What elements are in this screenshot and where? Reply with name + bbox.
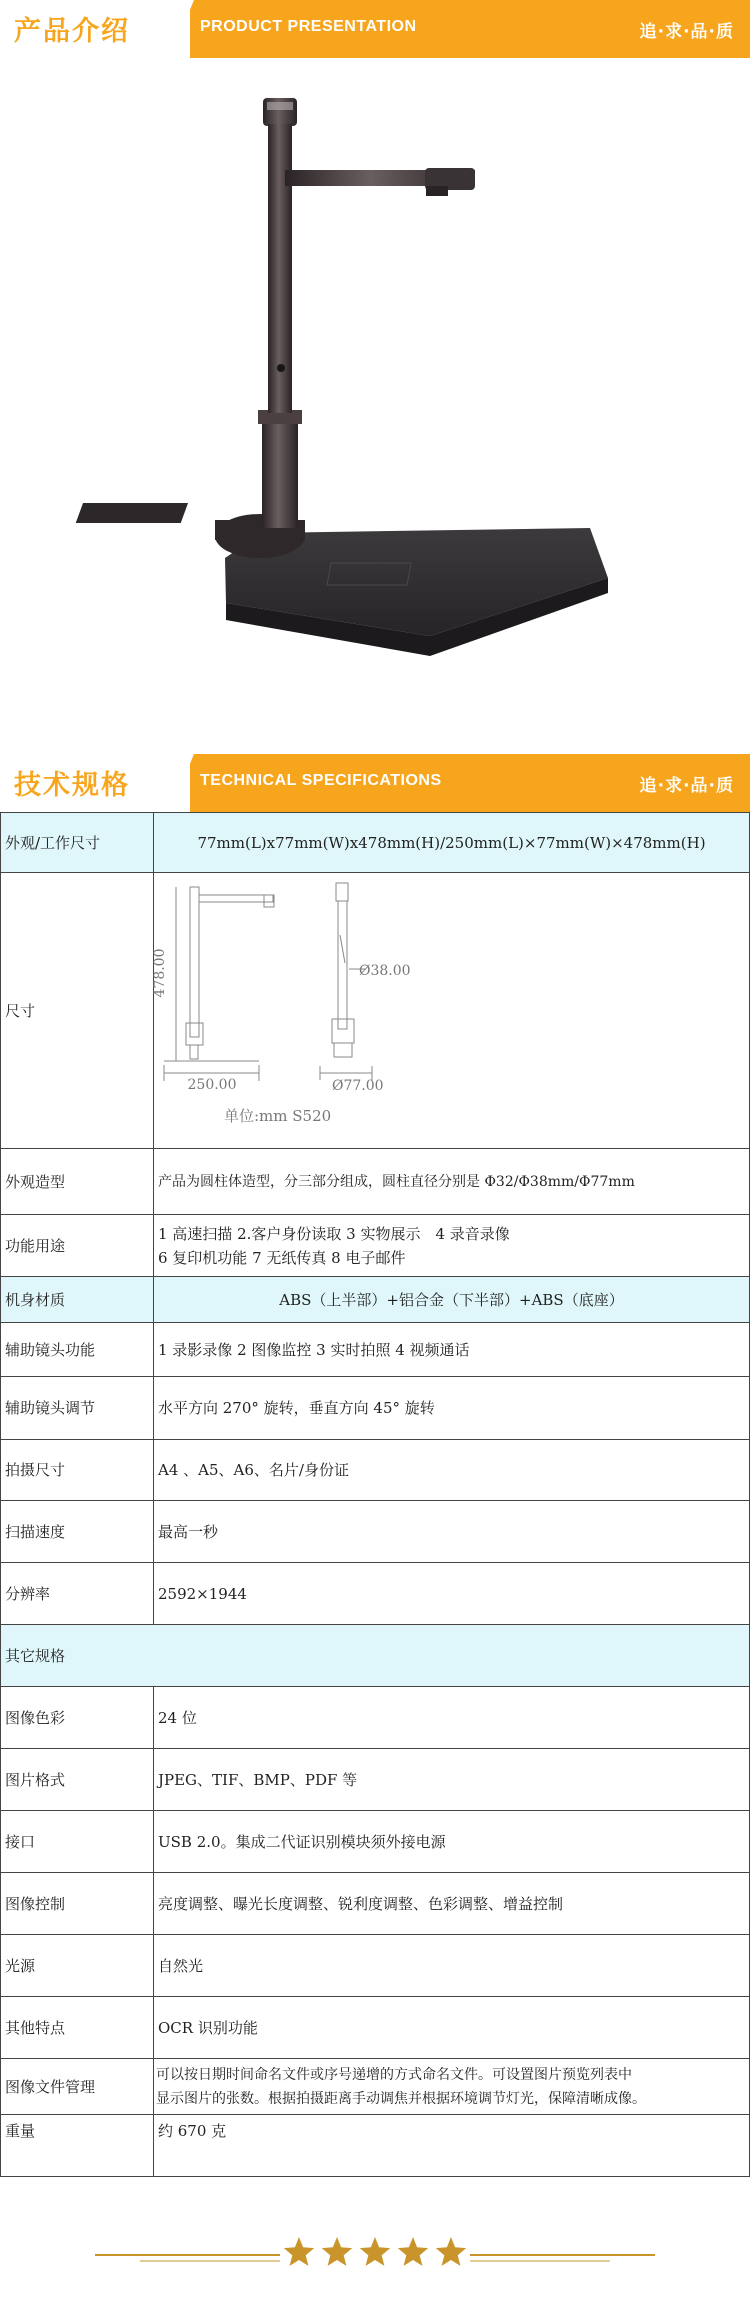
spec-key: 外观/工作尺寸 <box>1 813 154 873</box>
spec-key: 机身材质 <box>1 1277 154 1323</box>
spec-key: 图片格式 <box>1 1749 154 1811</box>
spec-value: 约 670 克 <box>154 2115 750 2177</box>
spec-value: ABS（上半部）+铝合金（下半部）+ABS（底座） <box>154 1277 750 1323</box>
spec-key: 图像文件管理 <box>1 2059 154 2115</box>
spec-value-line: 显示图片的张数。根据拍摄距离手动调焦并根据环境调节灯光，保障清晰成像。 <box>156 2090 646 2107</box>
banner-title-en: TECHNICAL SPECIFICATIONS <box>200 772 442 789</box>
dimension-diagram-cell <box>154 873 750 1149</box>
spec-row <box>1 1997 750 2059</box>
product-photo <box>0 58 750 748</box>
star-icon <box>360 2237 390 2266</box>
spec-value: USB 2.0。集成二代证识别模块须外接电源 <box>154 1811 750 1873</box>
spec-key: 辅助镜头调节 <box>1 1377 154 1440</box>
spec-key: 光源 <box>1 1935 154 1997</box>
spec-row <box>1 1811 750 1873</box>
spec-section-title: 其它规格 <box>1 1625 750 1687</box>
spec-value: 77mm(L)x77mm(W)x478mm(H)/250mm(L)×77mm(W)×478mm(H) <box>154 813 750 873</box>
spec-row <box>1 1501 750 1563</box>
spec-key: 图像色彩 <box>1 1687 154 1749</box>
spec-key: 重量 <box>1 2115 154 2177</box>
star-icon <box>436 2237 466 2266</box>
spec-key: 拍摄尺寸 <box>1 1440 154 1501</box>
banner-title-en: PRODUCT PRESENTATION <box>200 18 417 35</box>
technical-specifications-banner <box>0 754 750 812</box>
spec-row <box>1 2115 750 2177</box>
spec-key: 功能用途 <box>1 1215 154 1277</box>
spec-key: 其他特点 <box>1 1997 154 2059</box>
star-icon <box>322 2237 352 2266</box>
height-label: 478.00 <box>152 948 168 998</box>
banner-tagline: 追·求·品·质 <box>639 22 734 42</box>
spec-row <box>1 1749 750 1811</box>
spec-row <box>1 813 750 873</box>
spec-value-line: 可以按日期时间命名文件或序号递增的方式命名文件。可设置图片预览列表中 <box>156 2066 632 2083</box>
banner-title-cn: 技术规格 <box>14 770 130 801</box>
spec-row <box>1 1215 750 1277</box>
spec-row <box>1 2059 750 2115</box>
spec-row <box>1 1563 750 1625</box>
footer-rating <box>0 2215 750 2285</box>
spec-row <box>1 1323 750 1377</box>
spec-value: 最高一秒 <box>154 1501 750 1563</box>
spec-key: 分辨率 <box>1 1563 154 1625</box>
spec-row <box>1 1277 750 1323</box>
spec-row <box>1 1440 750 1501</box>
spec-key: 尺寸 <box>1 873 154 1149</box>
banner-title-cn: 产品介绍 <box>14 16 130 47</box>
spec-value: 2592×1944 <box>154 1563 750 1625</box>
diameter-base-label: Ø77.00 <box>332 1078 384 1094</box>
spec-value: 24 位 <box>154 1687 750 1749</box>
spec-value: 自然光 <box>154 1935 750 1997</box>
spec-value: 1 录影录像 2 图像监控 3 实时拍照 4 视频通话 <box>154 1323 750 1377</box>
spec-row <box>1 1149 750 1215</box>
dimension-diagram <box>154 873 749 1141</box>
unit-caption: 单位:mm S520 <box>224 1107 332 1125</box>
spec-key: 辅助镜头功能 <box>1 1323 154 1377</box>
spec-table <box>0 812 750 2177</box>
spec-key: 扫描速度 <box>1 1501 154 1563</box>
spec-value-line: 6 复印机功能 7 无纸传真 8 电子邮件 <box>158 1248 406 1267</box>
spec-value: JPEG、TIF、BMP、PDF 等 <box>154 1749 750 1811</box>
spec-row <box>1 873 750 1149</box>
spec-row <box>1 1935 750 1997</box>
spec-row <box>1 1377 750 1440</box>
spec-value <box>154 2059 750 2115</box>
spec-section-row <box>1 1625 750 1687</box>
diameter-top-label: Ø38.00 <box>359 963 411 979</box>
banner-tagline: 追·求·品·质 <box>639 776 734 796</box>
spec-value: OCR 识别功能 <box>154 1997 750 2059</box>
star-icon <box>398 2237 428 2266</box>
stars-group <box>284 2237 466 2266</box>
spec-value: 产品为圆柱体造型，分三部分组成，圆柱直径分别是 Φ32/Φ38mm/Φ77mm <box>154 1149 750 1215</box>
spec-row <box>1 1873 750 1935</box>
spec-value: 水平方向 270° 旋转，垂直方向 45° 旋转 <box>154 1377 750 1440</box>
star-icon <box>284 2237 314 2266</box>
spec-value: 亮度调整、曝光长度调整、锐利度调整、色彩调整、增益控制 <box>154 1873 750 1935</box>
width-label: 250.00 <box>187 1077 237 1093</box>
spec-value <box>154 1215 750 1277</box>
spec-key: 接口 <box>1 1811 154 1873</box>
spec-row <box>1 1687 750 1749</box>
spec-value-line: 1 高速扫描 2.客户身份读取 3 实物展示 4 录音录像 <box>158 1224 510 1243</box>
spec-value: A4 、A5、A6、名片/身份证 <box>154 1440 750 1501</box>
spec-key: 图像控制 <box>1 1873 154 1935</box>
spec-key: 外观造型 <box>1 1149 154 1215</box>
product-presentation-banner <box>0 0 750 58</box>
